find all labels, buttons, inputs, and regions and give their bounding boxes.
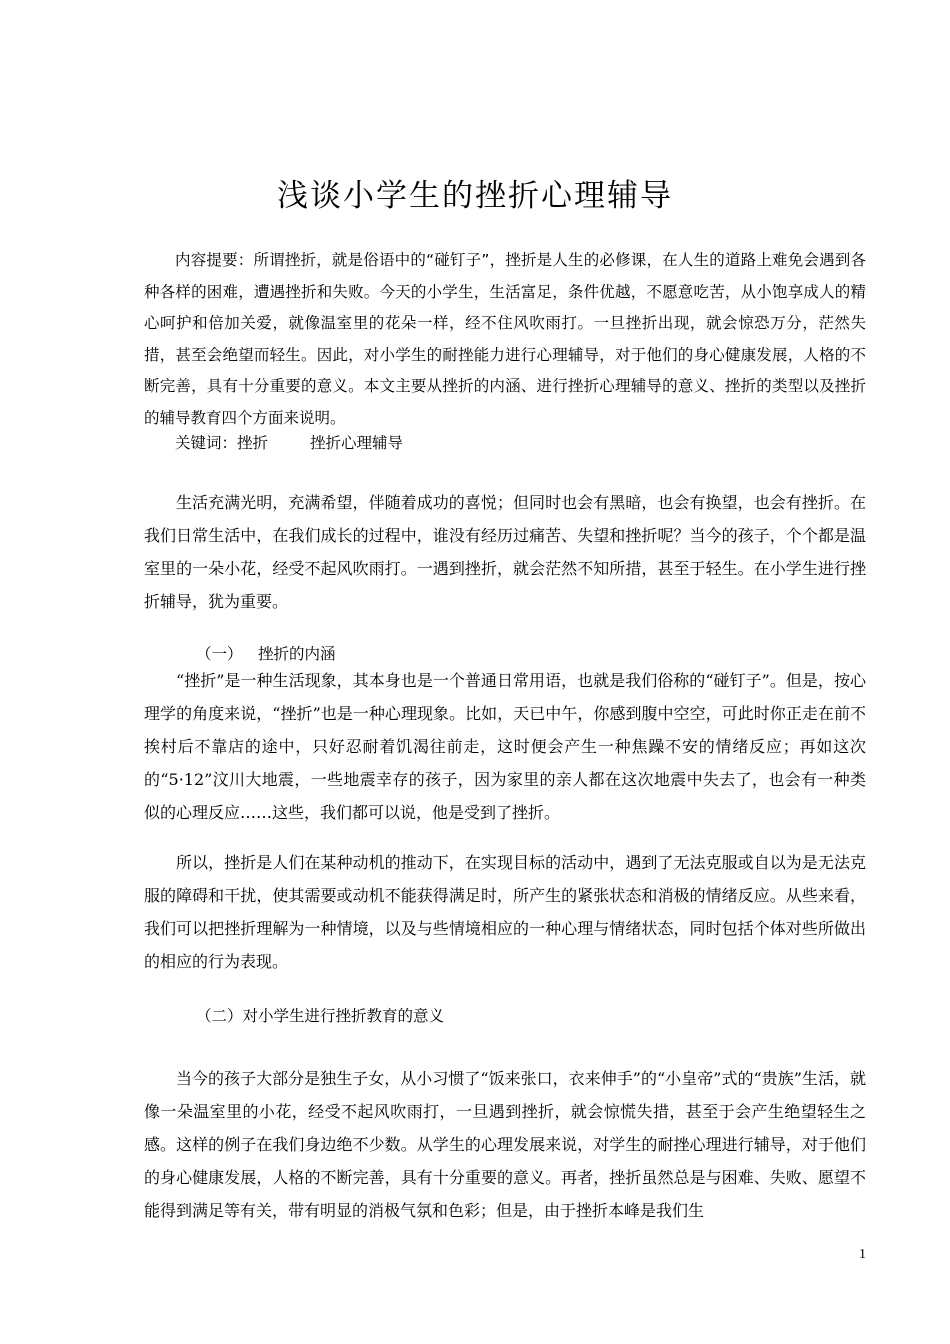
page-number: 1 (859, 1247, 866, 1262)
section1-paragraph-1: “挫折”是一种生活现象，其本身也是一个普通日常用语，也就是我们俗称的“碰钉子”。但是，按心理学的角度来说，“挫折”也是一种心理现象。比如，天已中午，你感到腹中空空，可此时你正走在前不挨村后不靠店的途中，只好忍耐着饥渴往前走，这时便会产生一种焦躁不安的情绪反应；再如这次的“5·12”汶川大地震，一些地震幸存的孩子，因为家里的亲人都在这次地震中失去了，也会有一种类似的心理反应……这些，我们都可以说，他是受到了挫折。 (144, 671, 866, 822)
keywords-value: 挫折心理辅导 (310, 434, 404, 452)
section1-paragraph-2: 所以，挫折是人们在某种动机的推动下，在实现目标的活动中，遇到了无法克服或自以为是无法克服的障碍和干扰，使其需要或动机不能获得满足时，所产生的紧张状态和消极的情绪反应。从些来看，我们可以把挫折理解为一种情境，以及与些情境相应的一种心理与情绪状态，同时包括个体对些所做出的相应的行为表现。 (144, 853, 866, 971)
section-heading-2: （二）对小学生进行挫折教育的意义 (196, 1007, 445, 1025)
section2-paragraph-1: 当今的孩子大部分是独生子女，从小习惯了“饭来张口，衣来伸手”的“小皇帝”式的“贵族”生活，就像一朵温室里的小花，经受不起风吹雨打，一旦遇到挫折，就会惊慌失措，甚至于会产生绝望轻生之感。这样的例子在我们身边绝不少数。从学生的心理发展来说，对学生的耐挫心理进行辅导，对于他们的身心健康发展，人格的不断完善，具有十分重要的意义。再者，挫折虽然总是与困难、失败、愿望不能得到满足等有关，带有明显的消极气氛和色彩；但是，由于挫折本峰是我们生 (144, 1069, 866, 1220)
keywords-label: 关键词：挫折 (175, 434, 269, 452)
section-number-1: （一） (196, 645, 243, 663)
section-title-1: 挫折的内涵 (258, 645, 336, 663)
document-title: 浅谈小学生的挫折心理辅导 (277, 178, 673, 214)
intro-paragraph: 生活充满光明，充满希望，伴随着成功的喜悦；但同时也会有黑暗，也会有换望，也会有挫折。在我们日常生活中，在我们成长的过程中，谁没有经历过痛苦、失望和挫折呢？当今的孩子，个个都是温室里的一朵小花，经受不起风吹雨打。一遇到挫折，就会茫然不知所措，甚至于轻生。在小学生进行挫折辅导，犹为重要。 (144, 493, 866, 611)
keywords-line (144, 428, 866, 458)
abstract-paragraph: 内容提要：所谓挫折，就是俗语中的“碰钉子”，挫折是人生的必修课，在人生的道路上难免会遇到各种各样的困难，遭遇挫折和失败。今天的小学生，生活富足，条件优越，不愿意吃苦，从小饱享成人的精心呵护和倍加关爱，就像温室里的花朵一样，经不住风吹雨打。一旦挫折出现，就会惊恐万分，茫然失措，甚至会绝望而轻生。因此，对小学生的耐挫能力进行心理辅导，对于他们的身心健康发展，人格的不断完善，具有十分重要的意义。本文主要从挫折的内涵、进行挫折心理辅导的意义、挫折的类型以及挫折的辅导教育四个方面来说明。 (144, 251, 866, 427)
section-heading-1 (196, 642, 336, 666)
